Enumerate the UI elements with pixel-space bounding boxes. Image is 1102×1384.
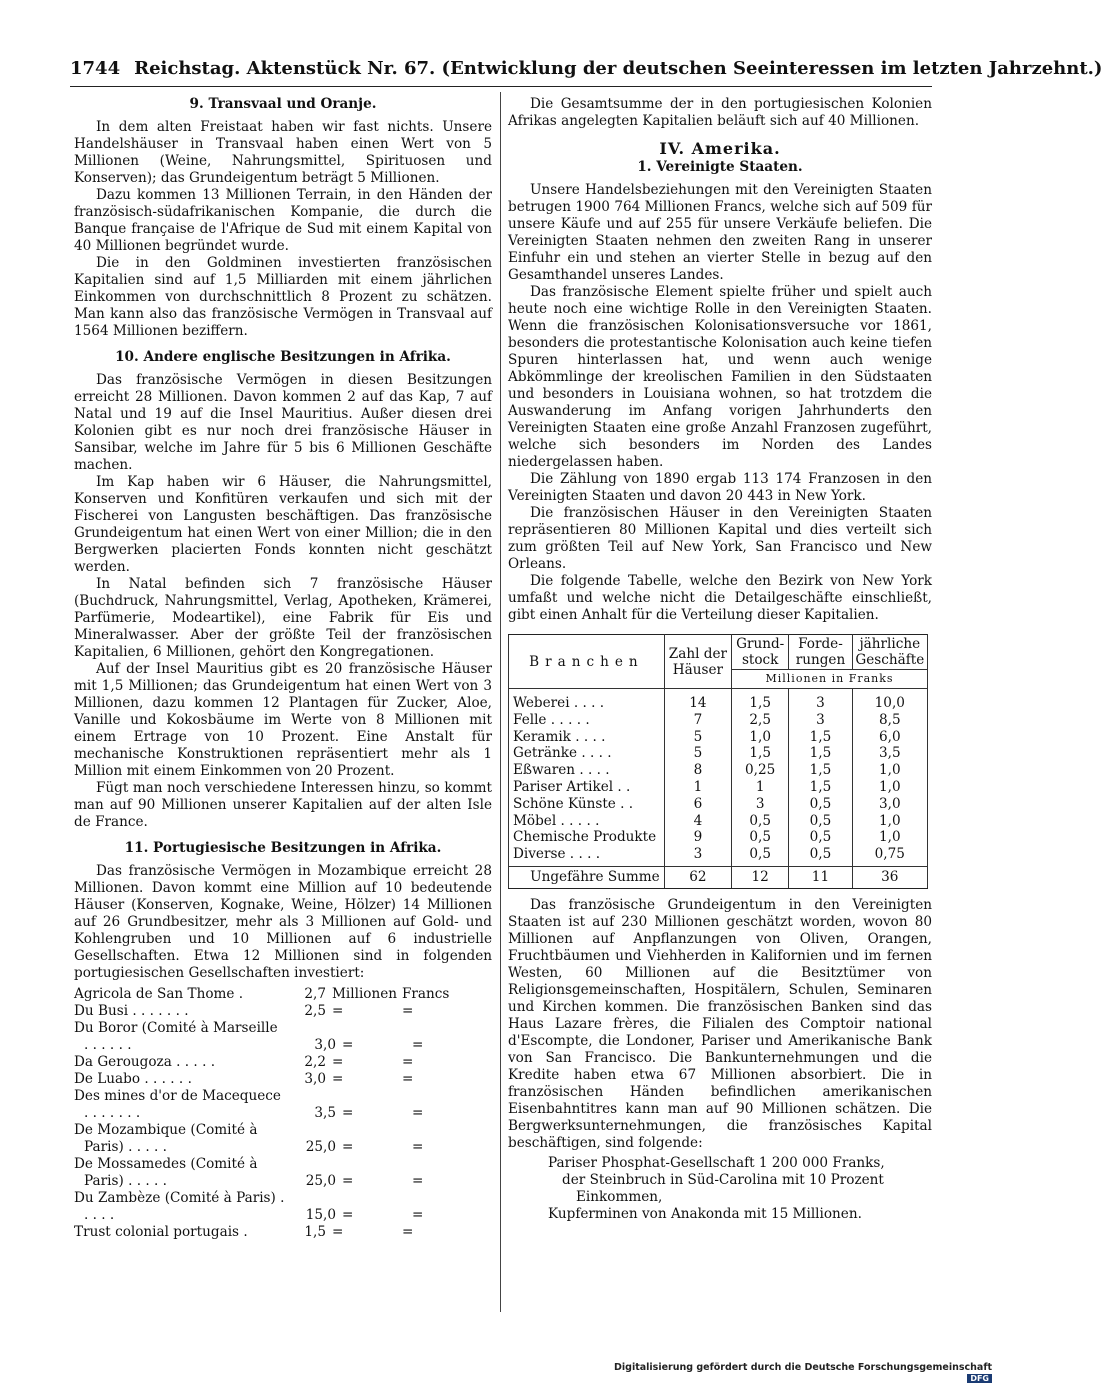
col-header-zahl: Zahl der Häuser: [664, 635, 731, 689]
unit: =: [412, 1037, 424, 1053]
header-rule: [70, 86, 932, 87]
paragraph: In Natal befinden sich 7 französische Häuser (Buchdruck, Nahrungsmittel, Verlag, Apotheken, Krämerei, Parfümerie, Modeartikel), eine Fabrik für Eis und Mineralwasser. Aber der größte Teil der französischen Kapitalien, 6 Millionen, gehört den Kongregationen.: [74, 576, 492, 660]
cell: Keramik . . . .: [509, 729, 665, 746]
list-item: Pariser Phosphat-Gesellschaft 1 200 000 Franks,: [548, 1154, 885, 1171]
cell: 8: [664, 762, 731, 779]
table-row: [509, 796, 928, 813]
cell: 2,5: [732, 712, 789, 729]
unit: =: [332, 1224, 344, 1240]
column-divider: [500, 92, 501, 1312]
unit: =: [342, 1207, 354, 1223]
cell: 3: [664, 846, 731, 866]
list-item: [74, 1122, 492, 1156]
cell: 1,5: [732, 745, 789, 762]
cell: 1,0: [852, 813, 927, 830]
unit: =: [332, 1071, 344, 1087]
right-column: [508, 96, 932, 1223]
header-title: Reichstag. Aktenstück Nr. 67. (Entwicklung der deutschen Seeinteressen im letzten Jahrzehnt.): [134, 58, 1102, 79]
cell: 14: [664, 689, 731, 712]
list-item: [74, 1020, 492, 1054]
list-item: [74, 1088, 492, 1122]
cell: 0,5: [732, 846, 789, 866]
paragraph: Das französische Grundeigentum in den Vereinigten Staaten ist auf 230 Millionen geschätzt worden, wovon 80 Millionen auf Anpflanzungen von Oliven, Orangen, Fruchtbäumen und Viehherden in Kalifornien und im fernen Westen, 60 Millionen auf die Besitztümer von Religionsgemeinschaften, Hospitälern, Schulen, Seminaren und Kirchen kommen. Die französischen Banken sind das Haus Lazare frères, die Filialen des Comptoir national d'Escompte, die Londoner, Pariser und Amerikanische Bank von San Francisco. Die Bankunternehmungen und die Kredite haben etwa 67 Millionen absorbiert. Die in französischen Händen befindlichen amerikanischen Eisenbahntitres kann man auf 90 Millionen schätzen. Die Bergwerksunternehmungen, die französisches Kapital beschäftigen, sind folgende:: [508, 896, 932, 1151]
digitization-footer: [600, 1362, 992, 1384]
company-name: De Mozambique (Comité à Paris) . . . . .: [74, 1122, 258, 1155]
cell: 10,0: [852, 689, 927, 712]
cell: Möbel . . . . .: [509, 813, 665, 830]
unit: =: [342, 1105, 354, 1121]
list-item: [74, 1190, 492, 1224]
cell: 62: [664, 866, 731, 888]
unit: =: [412, 1139, 424, 1155]
amount: 1,5: [304, 1224, 326, 1240]
section-heading-english-possessions: 10. Andere englische Besitzungen in Afrika.: [115, 349, 451, 365]
cell: 1,5: [789, 745, 852, 762]
amount: 3,5: [314, 1105, 336, 1121]
unit: =: [332, 1003, 344, 1019]
unit: =: [412, 1105, 424, 1121]
cell: 1,5: [789, 762, 852, 779]
cell: 1,0: [732, 729, 789, 746]
cell: Eßwaren . . . .: [509, 762, 665, 779]
cell: 3,5: [852, 745, 927, 762]
company-name: Des mines d'or de Macequece . . . . . . .: [74, 1088, 281, 1121]
table-row: [509, 829, 928, 846]
cell: Schöne Künste . .: [509, 796, 665, 813]
cell: 5: [664, 745, 731, 762]
cell: 0,5: [732, 813, 789, 830]
cell: Getränke . . . .: [509, 745, 665, 762]
list-item: [74, 986, 492, 1003]
list-item: [74, 1054, 492, 1071]
col-header-geschaefte: jährliche Geschäfte: [852, 635, 927, 670]
section-heading-usa: 1. Vereinigte Staaten.: [637, 159, 803, 175]
cell: 5: [664, 729, 731, 746]
dfg-logo: DFG: [967, 1374, 992, 1383]
cell: Felle . . . . .: [509, 712, 665, 729]
list-item: [74, 1003, 492, 1020]
cell: 1,5: [732, 689, 789, 712]
cell: Ungefähre Summe: [509, 866, 665, 888]
unit: Francs: [402, 986, 450, 1002]
cell: 3: [732, 796, 789, 813]
cell: 1: [732, 779, 789, 796]
paragraph: Das französische Vermögen in diesen Besitzungen erreicht 28 Millionen. Davon kommen 2 auf das Kap, 7 auf Natal und 19 auf die Insel Mauritius. Außer diesen drei Kolonien gibt es nur noch drei französische Häuser in Sansibar, welche im Jahre für 5 bis 6 Millionen Geschäfte machen.: [74, 372, 492, 473]
cell: 0,5: [789, 846, 852, 866]
cell: 0,75: [852, 846, 927, 866]
cell: 0,25: [732, 762, 789, 779]
cell: 4: [664, 813, 731, 830]
paragraph: In dem alten Freistaat haben wir fast nichts. Unsere Handelshäuser in Transvaal haben einen Wert von 5 Millionen (Weine, Nahrungsmittel, Spirituosen und Konserven); das Grundeigentum beträgt 5 Millionen.: [74, 119, 492, 186]
paragraph: Unsere Handelsbeziehungen mit den Vereinigten Staaten betrugen 1900 764 Millionen Francs, welche sich auf 509 für unsere Käufe und auf 255 für unsere Verkäufe beliefen. Die Vereinigten Staaten nehmen den zweiten Rang in unserer Einfuhr ein und stehen an vierter Stelle in bezug auf den Gesamthandel unseres Landes.: [508, 182, 932, 283]
cell: 1: [664, 779, 731, 796]
table-row: [509, 729, 928, 746]
cell: 1,0: [852, 829, 927, 846]
list-item: [74, 1071, 492, 1088]
cell: 1,0: [852, 779, 927, 796]
mining-list: [548, 1155, 932, 1223]
list-item: Einkommen,: [576, 1188, 663, 1205]
list-item: [74, 1224, 492, 1241]
table-row: [509, 745, 928, 762]
unit: =: [342, 1037, 354, 1053]
amount: 25,0: [305, 1173, 336, 1189]
company-name: De Luabo . . . . . .: [74, 1071, 192, 1087]
col-header-branchen: Branchen: [509, 635, 665, 689]
unit: =: [342, 1139, 354, 1155]
paragraph: Die Gesamtsumme der in den portugiesischen Kolonien Afrikas angelegten Kapitalien beläuft sich auf 40 Millionen.: [508, 96, 932, 129]
cell: Diverse . . . .: [509, 846, 665, 866]
unit: =: [412, 1207, 424, 1223]
unit: =: [402, 1054, 414, 1070]
left-column: [74, 96, 492, 1241]
cell: Chemische Produkte: [509, 829, 665, 846]
table-row: [509, 846, 928, 866]
col-header-forderungen: Forde- rungen: [789, 635, 852, 670]
capital-distribution-table: [508, 634, 928, 889]
list-item: Kupferminen von Anakonda mit 15 Millionen.: [548, 1205, 862, 1222]
cell: 11: [789, 866, 852, 888]
amount: 25,0: [305, 1139, 336, 1155]
cell: 0,5: [789, 796, 852, 813]
list-item: [74, 1156, 492, 1190]
unit: =: [412, 1173, 424, 1189]
cell: Weberei . . . .: [509, 689, 665, 712]
table-row: [509, 779, 928, 796]
cell: 36: [852, 866, 927, 888]
company-name: Du Zambèze (Comité à Paris) . . . . .: [74, 1190, 285, 1223]
cell: 0,5: [789, 813, 852, 830]
paragraph: Das französische Element spielte früher und spielt auch heute noch eine wichtige Rolle in den Vereinigten Staaten. Wenn die französischen Kolonisationsversuche vor 1861, besonders die protestantische Kolonisation auch keine tiefen Spuren hinterlassen hat, und wenn auch wenige Abkömmlinge der kreolischen Familien in den Südstaaten und besonders in Louisiana wohnen, so hat trotzdem die Auswanderung im Anfang vorigen Jahrhunderts den Vereinigten Staaten eine große Anzahl Franzosen zugeführt, welche sich besonders im Norden des Landes niedergelassen haben.: [508, 284, 932, 470]
footer-text: Digitalisierung gefördert durch die Deutsche Forschungsgemeinschaft: [614, 1362, 992, 1373]
unit: =: [402, 1071, 414, 1087]
paragraph: Auf der Insel Mauritius gibt es 20 französische Häuser mit 1,5 Millionen; das Grundeigentum hat einen Wert von 3 Millionen, dazu kommen 12 Plantagen für Zucker, Aloe, Vanille und Kokosbäume im Werte von 8 Millionen mit einem Ertrage von 10 Prozent. Eine Anstalt für mechanische Konstruktionen repräsentiert mehr als 1 Million mit einem Einkommen von 20 Prozent.: [74, 661, 492, 779]
cell: 9: [664, 829, 731, 846]
part-heading-amerika: IV. Amerika.: [659, 139, 781, 158]
page-number: 1744: [70, 58, 121, 79]
amount: 15,0: [305, 1207, 336, 1223]
amount: 3,0: [314, 1037, 336, 1053]
paragraph: Im Kap haben wir 6 Häuser, die Nahrungsmittel, Konserven und Konfitüren verkaufen und sich mit der Fischerei von Langusten beschäftigen. Das französische Grundeigentum hat einen Wert von einer Million; die in den Bergwerken placierten Fonds konnten nicht geschätzt werden.: [74, 474, 492, 575]
cell: 1,0: [852, 762, 927, 779]
unit: =: [332, 1054, 344, 1070]
company-name: De Mossamedes (Comité à Paris) . . . . .: [74, 1156, 258, 1189]
table-row: [509, 712, 928, 729]
cell: 0,5: [732, 829, 789, 846]
cell: 6: [664, 796, 731, 813]
paragraph: Die Zählung von 1890 ergab 113 174 Franzosen in den Vereinigten Staaten und davon 20 443 in New York.: [508, 471, 932, 504]
unit: =: [402, 1224, 414, 1240]
col-header-grundstock: Grund- stock: [732, 635, 789, 670]
cell: 1,5: [789, 729, 852, 746]
company-name: Da Gerougoza . . . . .: [74, 1054, 216, 1070]
paragraph: Das französische Vermögen in Mozambique erreicht 28 Millionen. Davon kommt eine Million auf 10 bedeutende Häuser (Konserven, Kognake, Weine, Hölzer) 14 Millionen auf 26 Grundbesitzer, mehr als 3 Millionen auf Gold- und Kohlengruben und 10 Millionen auf 6 industrielle Gesellschaften. Etwa 12 Millionen sind in folgenden portugiesischen Gesellschaften investiert:: [74, 863, 492, 981]
cell: 7: [664, 712, 731, 729]
paragraph: Fügt man noch verschiedene Interessen hinzu, so kommt man auf 90 Millionen unserer Kapitalien auf der alten Isle de France.: [74, 780, 492, 830]
cell: 6,0: [852, 729, 927, 746]
section-heading-portuguese-possessions: 11. Portugiesische Besitzungen in Afrika.: [124, 840, 442, 856]
paragraph: Die folgende Tabelle, welche den Bezirk von New York umfaßt und welche nicht die Detailgeschäfte einschließt, gibt einen Anhalt für die Verteilung dieser Kapitalien.: [508, 573, 932, 623]
company-name: Du Busi . . . . . . .: [74, 1003, 189, 1019]
cell: Pariser Artikel . .: [509, 779, 665, 796]
cell: 1,5: [789, 779, 852, 796]
cell: 8,5: [852, 712, 927, 729]
cell: 12: [732, 866, 789, 888]
section-heading-transvaal: 9. Transvaal und Oranje.: [189, 96, 377, 112]
table-sum-row: [509, 866, 928, 888]
paragraph: Die französischen Häuser in den Vereinigten Staaten repräsentieren 80 Millionen Kapital und dies verteilt sich zum größten Teil auf New York, San Francisco und New Orleans.: [508, 505, 932, 572]
company-name: Trust colonial portugais .: [74, 1224, 248, 1240]
amount: 3,0: [304, 1071, 326, 1087]
paragraph: Dazu kommen 13 Millionen Terrain, in den Händen der französisch-südafrikanischen Kompanie, die durch die Banque française de l'Afrique de Sud mit einem Kapital von 40 Millionen begründet wurde.: [74, 187, 492, 254]
cell: 3: [789, 689, 852, 712]
company-name: Du Boror (Comité à Marseille . . . . . .: [74, 1020, 278, 1053]
unit: =: [342, 1173, 354, 1189]
col-subheader-units: Millionen in Franks: [732, 670, 928, 689]
list-item: der Steinbruch in Süd-Carolina mit 10 Prozent: [562, 1171, 884, 1188]
company-list: [74, 986, 492, 1241]
table-row: [509, 813, 928, 830]
cell: 3: [789, 712, 852, 729]
unit: =: [402, 1003, 414, 1019]
unit: Millionen: [332, 986, 398, 1002]
table-row: [509, 762, 928, 779]
cell: 3,0: [852, 796, 927, 813]
running-header: [70, 58, 1102, 86]
cell: 0,5: [789, 829, 852, 846]
paragraph: Die in den Goldminen investierten französischen Kapitalien sind auf 1,5 Milliarden mit einem jährlichen Einkommen von durchschnittlich 8 Prozent zu schätzen. Man kann also das französische Vermögen in Transvaal auf 1564 Millionen beziffern.: [74, 255, 492, 339]
amount: 2,7: [304, 986, 326, 1002]
table-row: [509, 689, 928, 712]
amount: 2,2: [304, 1054, 326, 1070]
company-name: Agricola de San Thome .: [74, 986, 244, 1002]
amount: 2,5: [304, 1003, 326, 1019]
